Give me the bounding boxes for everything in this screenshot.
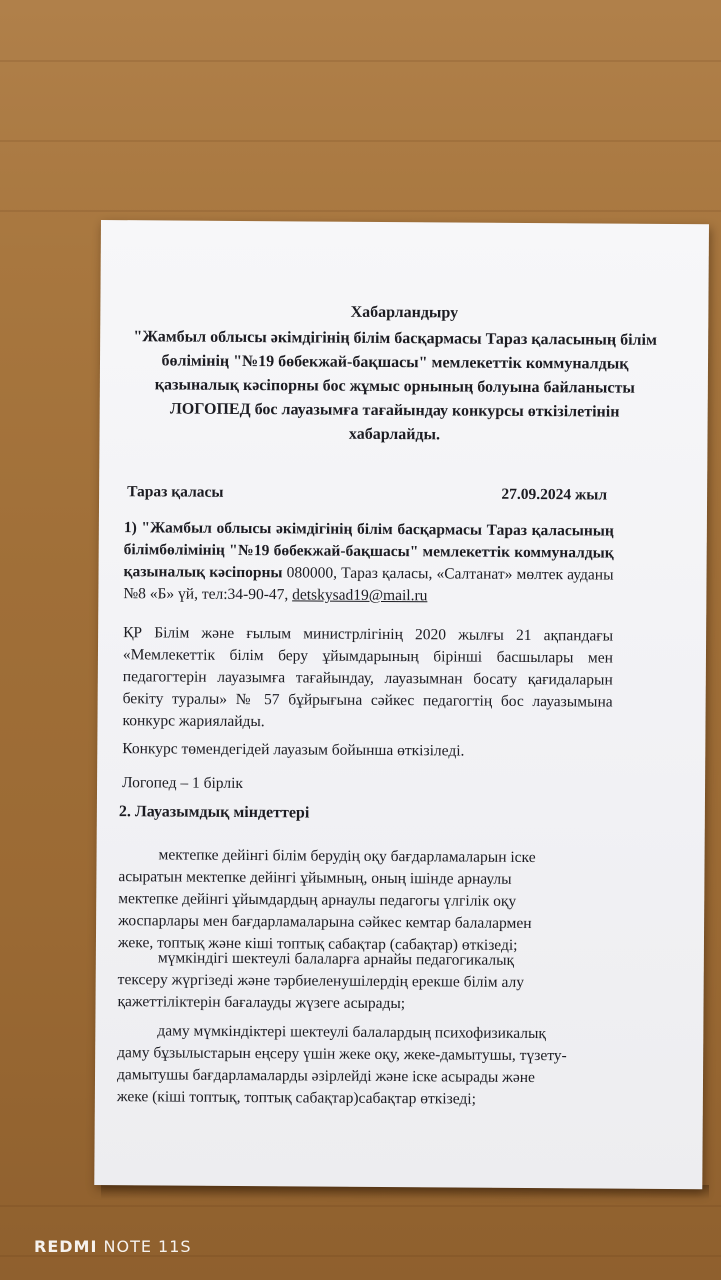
watermark-model: NOTE 11S	[103, 1237, 192, 1256]
paper-sheet	[94, 220, 709, 1189]
paragraph-position: Логопед – 1 бірлік	[122, 774, 244, 793]
paragraph-competition: Конкурс төмендегідей лауазым бойынша өткізіледі.	[122, 740, 465, 760]
date: 27.09.2024 жыл	[501, 485, 608, 504]
duty-item: мектепке дейінгі білім берудің оқу бағдарламаларын іске асыратын мектепке дейінгі ұйымның, оның ішінде арнаулы мектепке дейінгі ұйымдардың арнаулы педагогы үлгілік оқу жоспарлары мен бағдарламаларына сәйкес кемтар балалармен жеке, топтық және кіші топтық сабақтар (сабақтар) өткізеді;	[117, 846, 536, 954]
paragraph-legal-basis: ҚР Білім және ғылым министрлігінің 2020 жылғы 21 ақпандағы «Мемлекеттік білім беру ұйымдарының бірінші басшылары мен педагогтерін лауазымға тағайындау, лауазымнан босату қағидаларын бекіту туралы» № 57 бұйрығына сәйкес педагогтің бос лауазымына конкурс жариялайды.	[122, 624, 614, 731]
document-subheading: "Жамбыл облысы әкімдігінің білім басқармасы Тараз қаласының білім бөлімінің "№19 бөбекжай-бақшасы" мемлекеттік коммуналдық қазыналық кәсіпорны бос жұмыс орнының болуына байланысты ЛОГОПЕД бос лауазымға тағайындау конкурсы өткізілетінін хабарлайды.	[133, 328, 657, 444]
place-date-line	[127, 483, 607, 504]
duty-item: мүмкіндігі шектеулі балаларға арнайы педагогикалық тексеру жүргізеді және тәрбиеленушілердің ерекше білім алу қажеттіліктерін бағалауды жүзеге асырады;	[117, 949, 525, 1013]
organization-name: 1) "Жамбыл облысы әкімдігінің білім басқармасы Тараз қаласының білімбөлімінің "№19 бөбекжай-бақшасы" мемлекеттік коммуналдық қазыналық кәсіпорны	[123, 519, 614, 582]
paragraph-organization	[123, 517, 614, 608]
section-title-duties: 2. Лауазымдық міндеттері	[118, 803, 310, 822]
email-link: detskysad19@mail.ru	[292, 586, 428, 605]
document-heading: Хабарландыру	[350, 303, 459, 322]
duty-item: даму мүмкіндіктері шектеулі балалардың психофизикалық даму бұзылыстарын еңсеру үшін жеке оқу, жеке-дамытушы, түзету-дамытушы бағдарламаларды әзірлейді және іске асырады және жеке (кіші топтық, топтық сабақтар)сабақтар өткізеді;	[116, 1022, 567, 1108]
watermark-brand: REDMI	[34, 1237, 98, 1256]
document	[94, 220, 709, 1189]
city: Тараз қаласы	[127, 483, 224, 501]
organization-address: 080000, Тараз қаласы, «Салтанат» мөлтек ауданы №8 «Б» үй, тел:34-90-47,	[123, 564, 614, 604]
camera-watermark	[34, 1237, 192, 1256]
